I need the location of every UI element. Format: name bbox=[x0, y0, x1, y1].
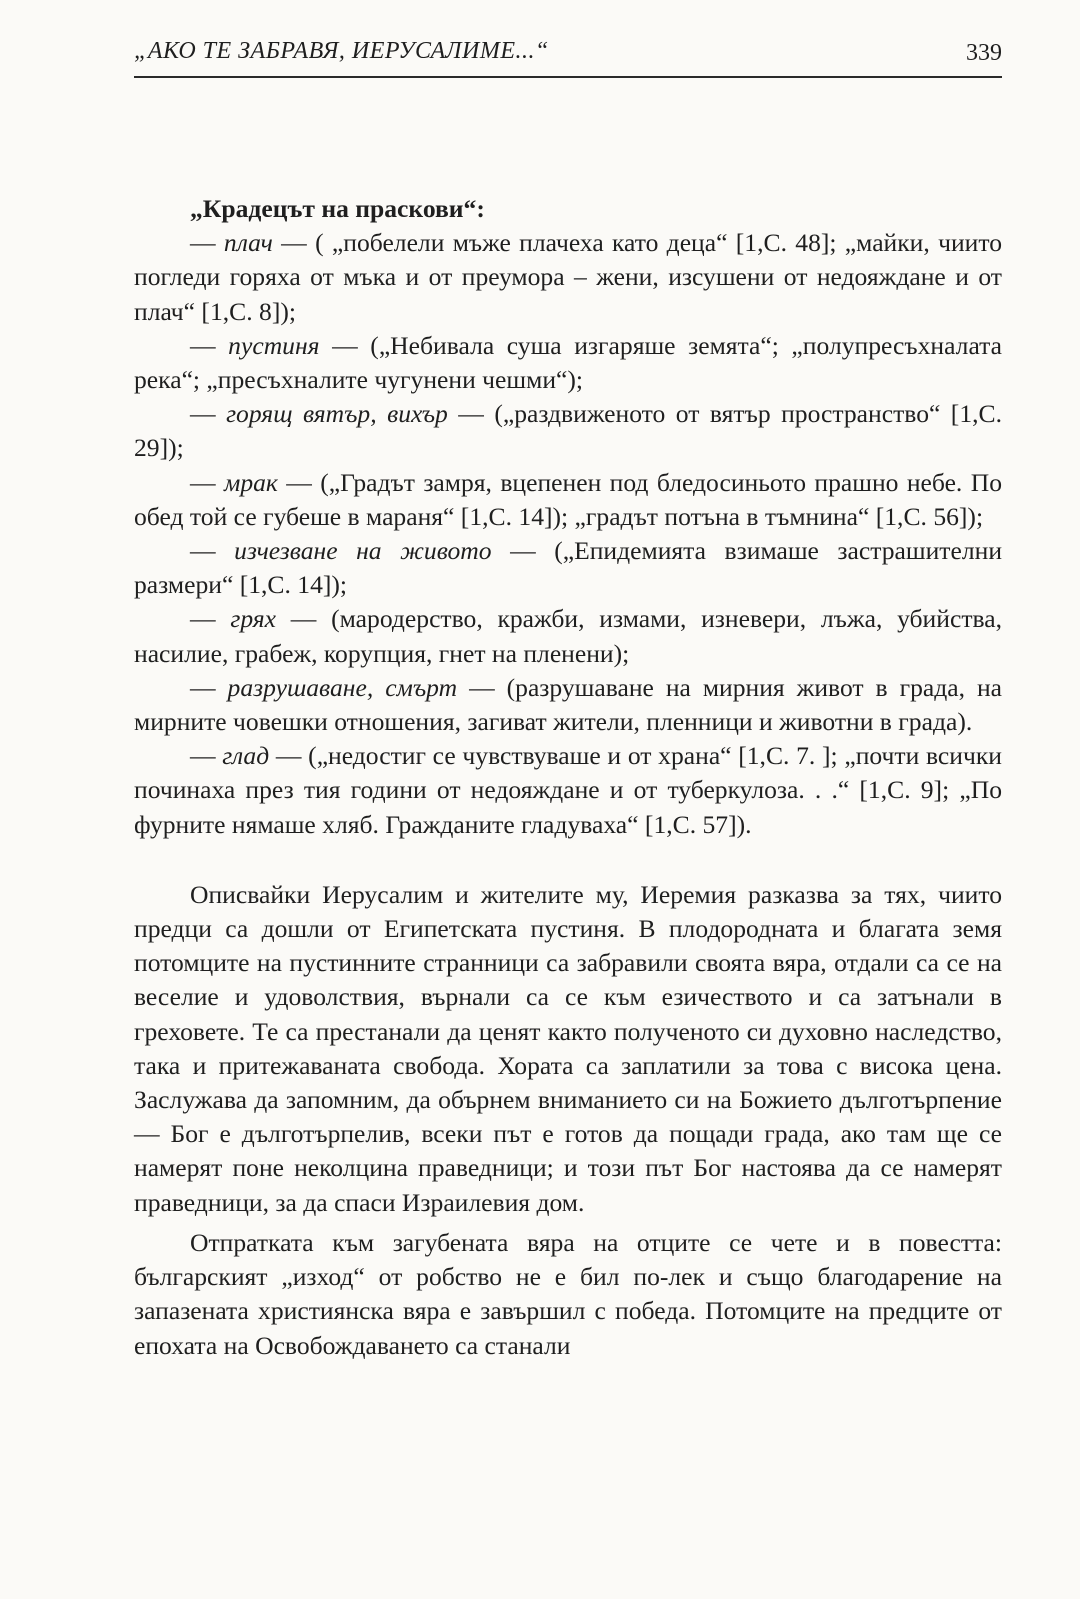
item-term: глад bbox=[222, 741, 270, 771]
body-paragraph: Отпратката към загубената вяра на отците се чете и в повестта: българският „изход“ от робство не е бил по-лек и също благодарение на запазената християнска вяра е завършил с победа. Потомците на предците от епохата на Освобождаването са станали bbox=[134, 1227, 1002, 1360]
item-text: (мародерство, кражби, измами, изневери, лъжа, убийства, насилие, грабеж, корупция, гнет на пленени); bbox=[134, 604, 1003, 668]
item-term: изчезване на живото bbox=[234, 536, 492, 566]
section-spacer bbox=[134, 842, 1002, 878]
list-item: — грях — (мародерство, кражби, измами, изневери, лъжа, убийства, насилие, грабеж, корупция, гнет на пленени); bbox=[134, 604, 1003, 668]
item-term: мрак bbox=[223, 467, 278, 497]
item-text: („Градът замря, вцепенен под бледосиньото прашно небе. По обед той се губеше в мараня“ [1,С. 14]); „градът потъна в тъмнина“ [1,С. 56]); bbox=[134, 467, 1003, 531]
page-content bbox=[134, 192, 1002, 1363]
page-number: 339 bbox=[966, 40, 1002, 66]
item-term: разрушаване, смърт bbox=[227, 672, 458, 702]
section-heading: „Крадецът на праскови“: bbox=[190, 194, 485, 223]
running-header bbox=[134, 38, 1002, 78]
item-term: пустиня bbox=[228, 330, 320, 360]
running-title: „АКО ТЕ ЗАБРАВЯ, ИЕРУСАЛИМЕ...“ bbox=[134, 38, 549, 64]
item-term: плач bbox=[223, 228, 273, 258]
list-item: — горящ вятър, вихър — („раздвиженото от вятър пространство“ [1,С. 29]); bbox=[134, 399, 1002, 463]
item-text: (разрушаване на мирния живот в града, на мирните човешки отношения, загиват жители, пленници и животни в града). bbox=[134, 672, 1003, 737]
list-item: — разрушаване, смърт — (разрушаване на мирния живот в града, на мирните човешки отношения, загиват жители, пленници и животни в града). bbox=[134, 672, 1003, 737]
list-item: — изчезване на живото — („Епидемията взимаше застрашителни размери“ [1,С. 14]); bbox=[134, 536, 1003, 600]
item-term: горящ вятър, вихър bbox=[226, 399, 448, 429]
body-paragraph: Описвайки Иерусалим и жителите му, Иеремия разказва за тях, чиито предци са дошли от Египетската пустиня. В плодородната и благата земя потомците на пустинните странници са забравили своята вяра, отдали са се на веселие и удоволствия, върнали са се към езичеството и са затънали в греховете. Те са престанали да ценят както полученото си духовно наследство, така и притежаваната свобода. Хората са заплатили за това с висока цена. Заслужава да запомним, да обърнем вниманието си на Божието дълготърпение — Бог е дълготърпелив, всеки път е готов да пощади града, ако там ще се намерят поне неколцина праведници; и този път Бог настоява да се намерят праведници, за да спаси Израилевия дом. bbox=[134, 879, 1002, 1217]
item-text: („раздвиженото от вятър пространство“ [1,С. 29]); bbox=[134, 399, 1002, 463]
list-item: — мрак — („Градът замря, вцепенен под бледосиньото прашно небе. По обед той се губеше в мараня“ [1,С. 14]); „градът потъна в тъмнина“ [1,С. 56]); bbox=[134, 467, 1003, 531]
list-item: — глад — („недостиг се чувствуваше и от храна“ [1,С. 7. ]; „почти всички починаха през тия години от недояждане и от туберкулоза. . .“ [1,С. 9]; „По фурните нямаше хляб. Гражданите гладуваха“ [1,С. 57]). bbox=[134, 741, 1002, 839]
list-item: — плач — ( „побелели мъже плачеха като деца“ [1,С. 48]; „майки, чиито погледи горяха от мъка и от преумора – жени, изсушени от недояждане и от плач“ [1,С. 8]); bbox=[134, 228, 1002, 326]
item-term: грях bbox=[230, 604, 277, 634]
item-text: („Епидемията взимаше застрашителни размери“ [1,С. 14]); bbox=[134, 536, 1003, 600]
list-item: — пустиня — („Небивала суша изгаряше земята“; „полупресъхналата река“; „пресъхналите чугунени чешми“); bbox=[134, 330, 1003, 395]
item-text: („Небивала суша изгаряше земята“; „полупресъхналата река“; „пресъхналите чугунени чешми“); bbox=[134, 330, 1003, 395]
item-text: ( „побелели мъже плачеха като деца“ [1,С. 48]; „майки, чиито погледи горяха от мъка и от преумора – жени, изсушени от недояждане и от плач“ [1,С. 8]); bbox=[134, 228, 1002, 326]
item-text: („недостиг се чувствуваше и от храна“ [1,С. 7. ]; „почти всички починаха през тия години от недояждане и от туберкулоза. . .“ [1,С. 9]; „По фурните нямаше хляб. Гражданите гладуваха“ [1,С. 57]). bbox=[134, 741, 1002, 839]
